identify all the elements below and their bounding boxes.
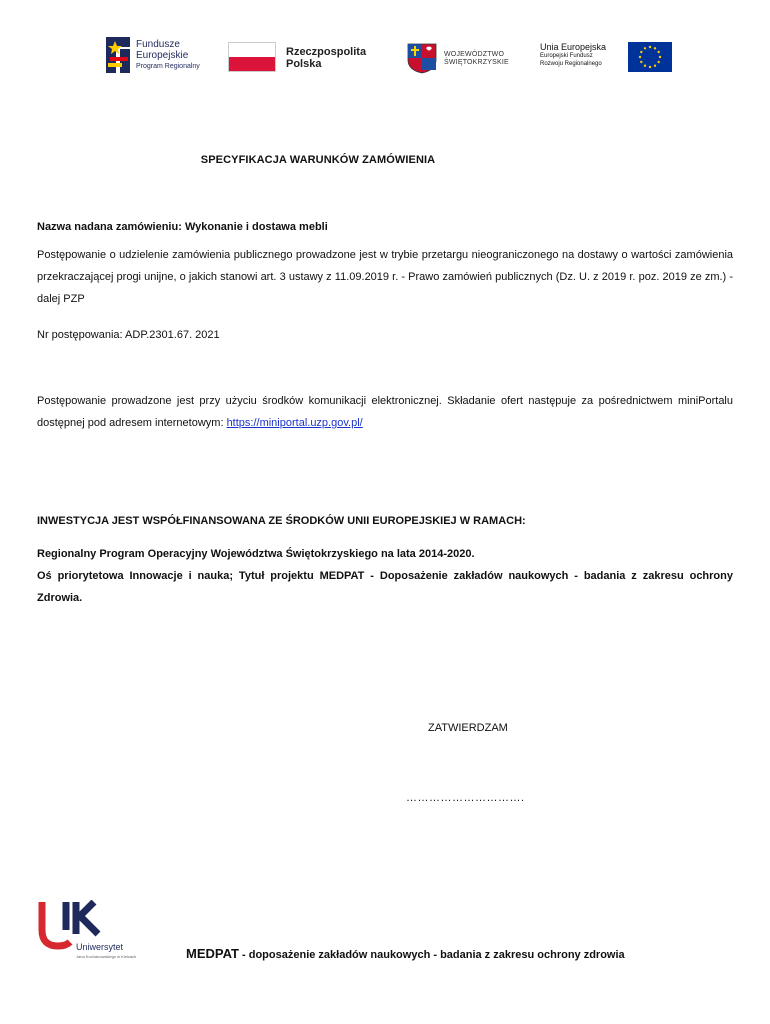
order-name-label: Nazwa nadana zamówieniu: bbox=[37, 221, 182, 233]
rp-line2: Polska bbox=[286, 58, 322, 70]
logo-wojewodztwo-swietokrzyskie bbox=[406, 42, 516, 74]
fe-line2: Europejskie bbox=[136, 50, 189, 61]
ue-line2: Europejski Fundusz bbox=[540, 53, 593, 59]
investment-heading: INWESTYCJA JEST WSPÓŁFINANSOWANA ZE ŚRODKÓW UNII EUROPEJSKIEJ W RAMACH: bbox=[37, 515, 526, 527]
signature-line: …………………………. bbox=[406, 792, 525, 804]
eu-flag-icon bbox=[628, 42, 672, 72]
fe-line3: Program Regionalny bbox=[136, 63, 200, 70]
logo-rzeczpospolita-polska bbox=[228, 40, 378, 76]
ws-line2: ŚWIĘTOKRZYSKIE bbox=[444, 59, 509, 66]
order-name bbox=[37, 216, 733, 238]
order-name-value: Wykonanie i dostawa mebli bbox=[184, 221, 328, 233]
logo-fundusze-europejskie bbox=[106, 35, 216, 75]
ujk-sub: Jana Kochanowskiego w Kielcach bbox=[76, 954, 137, 959]
document-title: SPECYFIKACJA WARUNKÓW ZAMÓWIENIA bbox=[200, 154, 436, 166]
procedure-paragraph: Postępowanie o udzielenie zamówienia publicznego prowadzone jest w trybie przetargu nieograniczonego na dostawy o wartości zamówienia przekraczającej progi unijne, o jakich stanowi art. 3 ustawy z 11.09.2019 r. - Prawo zamówień publicznych (Dz. U. z 2019 r. poz. 2019 ze zm.) - dalej PZP bbox=[37, 249, 733, 305]
footer-project-desc: - doposażenie zakładów naukowych - badania z zakresu ochrony zdrowia bbox=[238, 949, 625, 961]
footer-project-name: MEDPAT bbox=[186, 946, 239, 961]
program-line: Regionalny Program Operacyjny Województwa Świętokrzyskiego na lata 2014-2020. bbox=[37, 548, 475, 560]
priority-axis: Oś priorytetowa Innowacje i nauka; Tytuł projektu MEDPAT - Doposażenie zakładów naukowych - badania z zakresu ochrony Zdrowia. bbox=[37, 570, 733, 604]
procedure-number: Nr postępowania: ADP.2301.67. 2021 bbox=[37, 329, 220, 341]
ue-line3: Rozwoju Regionalnego bbox=[540, 61, 602, 67]
approve-label: ZATWIERDZAM bbox=[428, 722, 508, 734]
fe-line1: Fundusze bbox=[136, 39, 180, 50]
ue-line1: Unia Europejska bbox=[540, 42, 607, 52]
ujk-name: Uniwersytet bbox=[76, 942, 124, 952]
footer-project bbox=[186, 946, 625, 961]
fe-star-icon bbox=[106, 37, 134, 73]
coat-of-arms-icon bbox=[406, 42, 438, 74]
polish-flag-icon bbox=[228, 42, 276, 72]
logo-unia-europejska bbox=[540, 40, 675, 76]
communication-paragraph bbox=[37, 390, 733, 434]
communication-text: Postępowanie prowadzone jest przy użyciu środków komunikacji elektronicznej. Składanie ofert następuje za pośrednictwem miniPortalu dostępnej pod adresem internetowym: bbox=[37, 395, 733, 429]
ws-line1: WOJEWÓDZTWO bbox=[444, 51, 505, 58]
miniportal-link[interactable]: https://miniportal.uzp.gov.pl/ bbox=[226, 417, 363, 429]
logo-ujk bbox=[36, 900, 146, 962]
rp-line1: Rzeczpospolita bbox=[286, 46, 367, 58]
